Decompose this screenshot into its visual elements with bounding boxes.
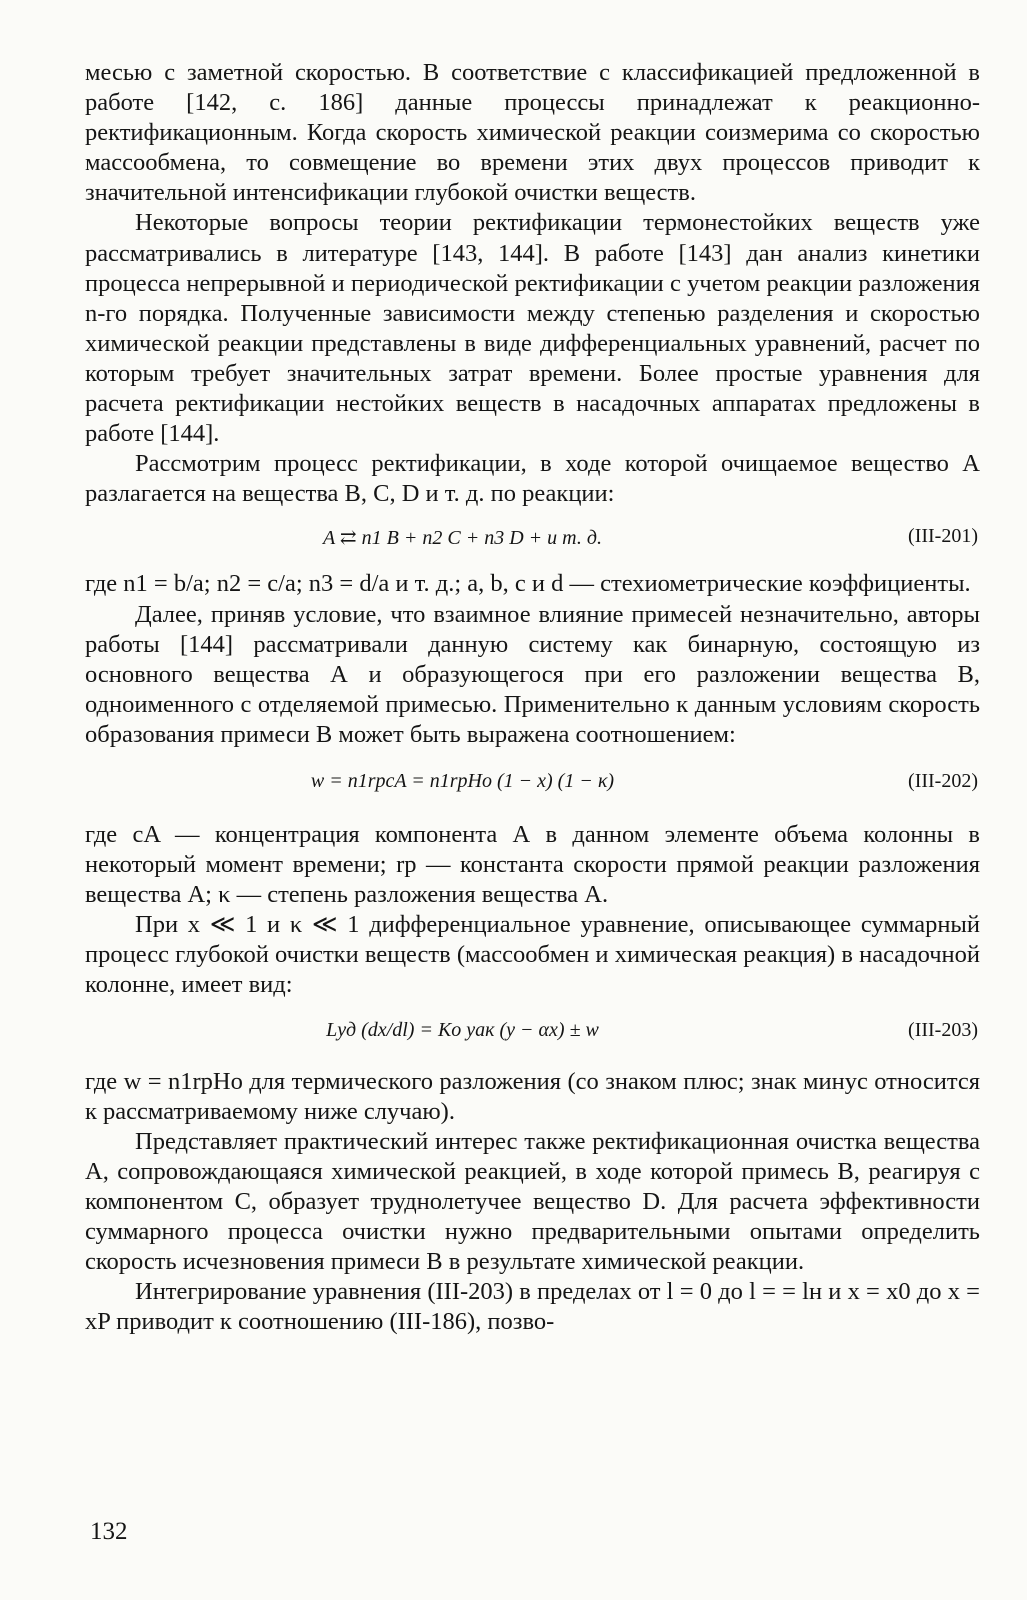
equation-formula: w = n1rрcA = n1rрHо (1 − x) (1 − κ) xyxy=(310,769,615,792)
paragraph-2: Некоторые вопросы теории ректификации термонестойких веществ уже рассматривались в литературе [143, 144]. В работе [143] дан анализ кинетики процесса непрерывной и периодической ректификации с учетом реакции разложения n-го порядка. Полученные зависимости между степенью разделения и скоростью химической реакции представлены в виде дифференциальных уравнений, расчет по которым требует значительных затрат времени. Более простые уравнения для расчета ректификации нестойких веществ в насадочных аппаратах предложены в работе [144]. xyxy=(85,209,980,448)
paragraph-8: где w = n1rрHо для термического разложения (со знаком плюс; знак минус относится к рассматриваемому ниже случаю). xyxy=(85,1067,980,1125)
paragraph-7: При x ≪ 1 и κ ≪ 1 дифференциальное уравнение, описывающее суммарный процесс глубокой очистки веществ (массообмен и химическая реакция) в насадочной колонне, имеет вид: xyxy=(85,911,980,999)
paragraph-6: где cA — концентрация компонента А в данном элементе объема колонны в некоторый момент времени; rр — константа скорости прямой реакции разложения вещества А; κ — степень разложения вещества А. xyxy=(85,820,980,909)
equation-formula: A ⇄ n1 B + n2 C + n3 D + и т. д. xyxy=(323,527,602,550)
paragraph-10: Интегрирование уравнения (III-203) в пределах от l = 0 до l = = lн и x = x0 до x = xP приводит к соотношению (III-186), позво- xyxy=(85,1278,980,1336)
paragraph-9: Представляет практический интерес также ректификационная очистка вещества А, сопровождающаяся химической реакцией, в ходе которой примесь В, реагируя с компонентом С, образует труднолетучее вещество D. Для расчета эффективности суммарного процесса очистки нужно предварительными опытами определить скорость исчезновения примеси B в результате химической реакции. xyxy=(85,1127,980,1276)
page-body xyxy=(85,58,980,1337)
equation-number: (III-201) xyxy=(908,525,978,548)
equation-III-201 xyxy=(85,509,980,569)
equation-formula: Lуд (dx/dl) = Kо yaк (y − αx) ± w xyxy=(326,1018,599,1041)
equation-III-202 xyxy=(85,750,980,820)
paragraph-4: где n1 = b/a; n2 = c/a; n3 = d/a и т. д.; a, b, c и d — стехиометрические коэффициенты. xyxy=(85,570,971,598)
paragraph-1: месью с заметной скоростью. В соответствие с классификацией предложенной в работе [142, с. 186] данные процессы принадлежат к реакционно-ректификационным. Когда скорость химической реакции соизмерима со скоростью массообмена, то совмещение во времени этих двух процессов приводит к значительной интенсификации глубокой очистки веществ. xyxy=(85,59,980,207)
equation-number: (III-203) xyxy=(908,1018,978,1041)
page-number: 132 xyxy=(90,1518,128,1545)
equation-number: (III-202) xyxy=(908,769,978,792)
equation-III-203 xyxy=(85,1001,980,1067)
paragraph-3: Рассмотрим процесс ректификации, в ходе которой очищаемое вещество А разлагается на вещества В, С, D и т. д. по реакции: xyxy=(85,450,980,508)
paragraph-5: Далее, приняв условие, что взаимное влияние примесей незначительно, авторы работы [144] рассматривали данную систему как бинарную, состоящую из основного вещества А и образующегося при его разложении вещества В, одноименного с отделяемой примесью. Применительно к данным условиям скорость образования примеси В может быть выражена соотношением: xyxy=(85,600,980,748)
